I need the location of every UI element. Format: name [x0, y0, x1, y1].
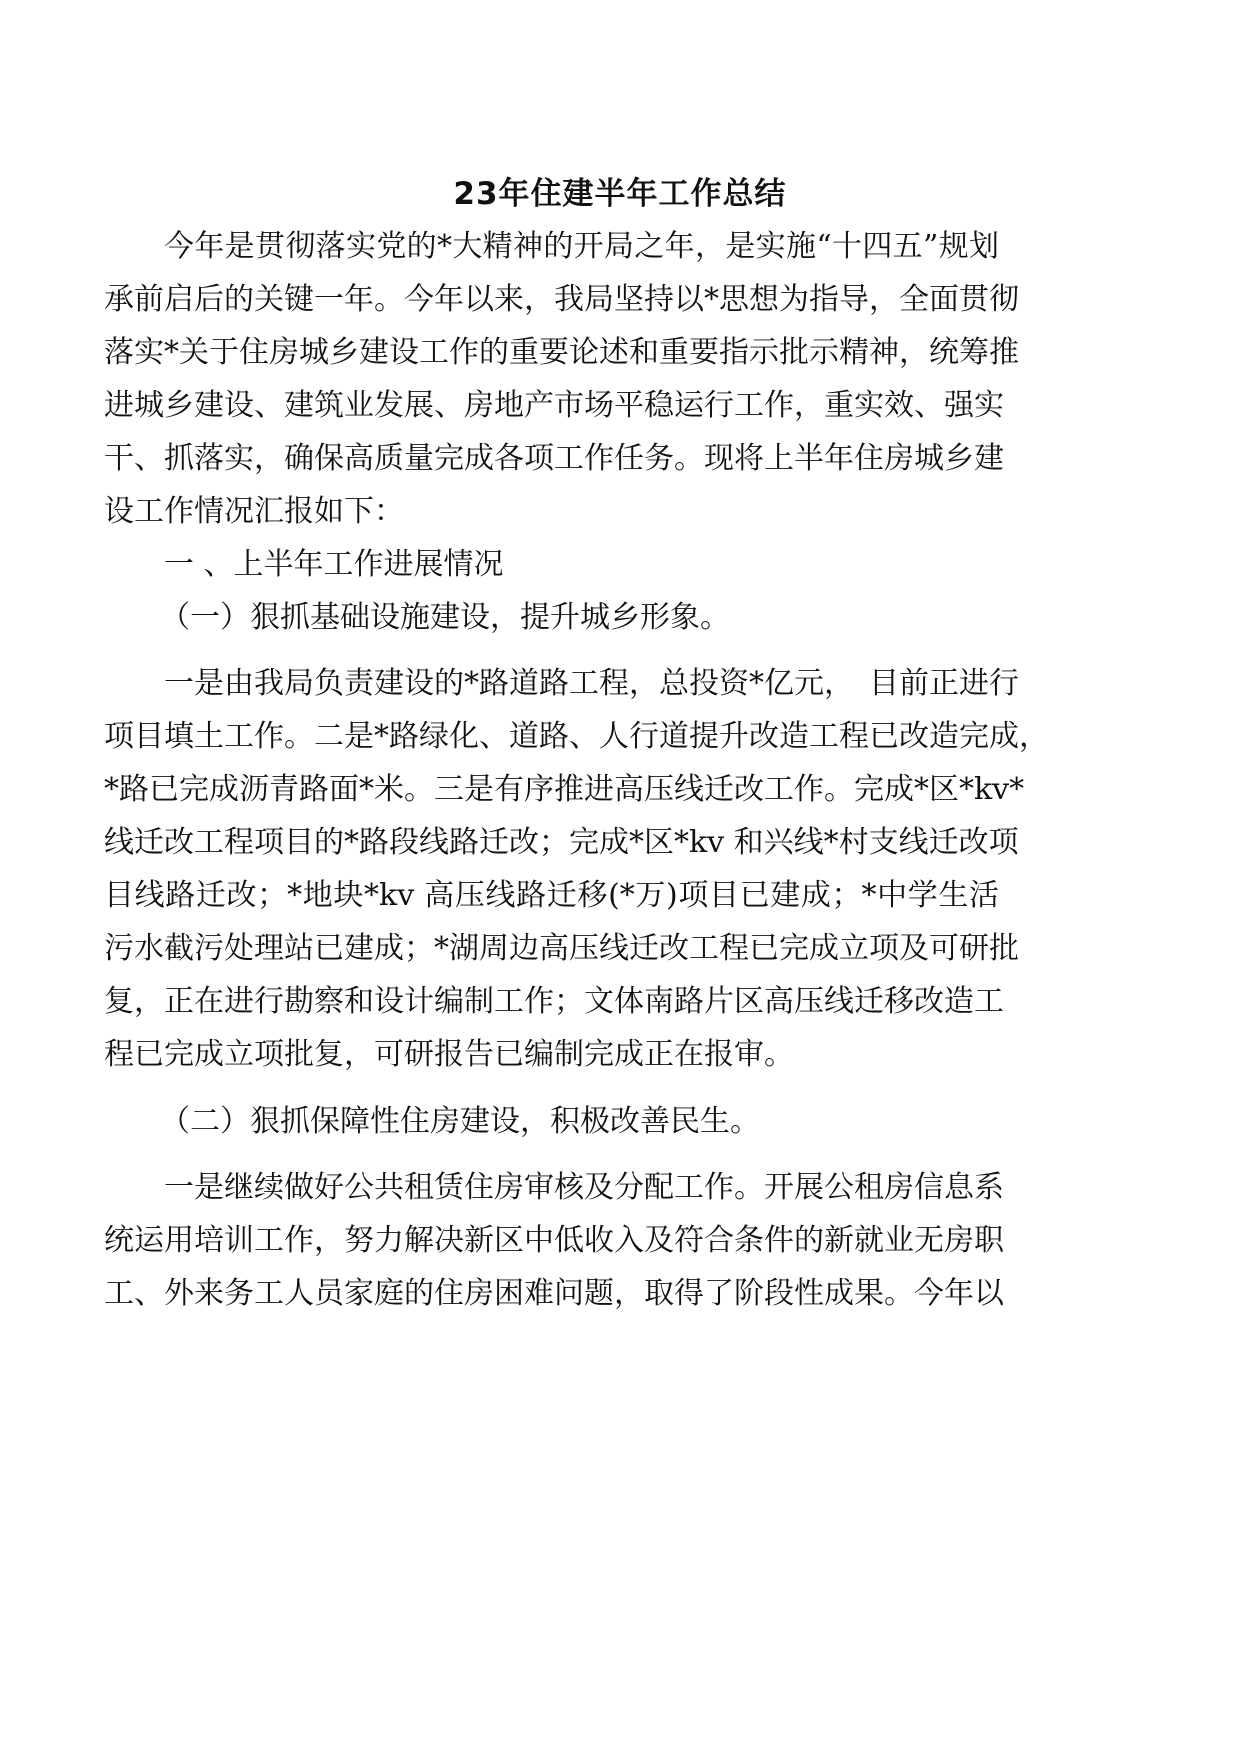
body-line: 目线路迁改；*地块*kv 高压线路迁移(*万)项目已建成；*中学生活 [104, 878, 999, 913]
body-line: 一是由我局负责建设的*路道路工程，总投资*亿元， 目前正进行 [164, 666, 1019, 701]
document-title: 23年住建半年工作总结 [453, 176, 787, 212]
intro-line: 进城乡建设、建筑业发展、房地产市场平稳运行工作，重实效、强实 [104, 388, 1004, 423]
body-line: 程已完成立项批复，可研报告已编制完成正在报审。 [104, 1037, 794, 1072]
intro-line: 今年是贯彻落实党的*大精神的开局之年，是实施“十四五”规划 [164, 229, 999, 264]
intro-line: 干、抓落实，确保高质量完成各项工作任务。现将上半年住房城乡建 [104, 441, 1004, 476]
body-line: 项目填土工作。二是*路绿化、道路、人行道提升改造工程已改造完成， [104, 719, 1049, 754]
intro-line: 设工作情况汇报如下： [104, 494, 404, 529]
subsection-heading: （一）狠抓基础设施建设，提升城乡形象。 [160, 600, 730, 635]
subsection-heading: （二）狠抓保障性住房建设，积极改善民生。 [160, 1104, 760, 1139]
body-line: 复，正在进行勘察和设计编制工作；文体南路片区高压线迁移改造工 [104, 984, 1004, 1019]
intro-line: 承前启后的关键一年。今年以来，我局坚持以*思想为指导，全面贯彻 [104, 282, 1019, 317]
intro-line: 落实*关于住房城乡建设工作的重要论述和重要指示批示精神，统筹推 [104, 335, 1019, 370]
body-line: 线迁改工程项目的*路段线路迁改；完成*区*kv 和兴线*村支线迁改项 [104, 825, 1019, 860]
body-line: 一是继续做好公共租赁住房审核及分配工作。开展公租房信息系 [164, 1170, 1004, 1205]
body-line: *路已完成沥青路面*米。三是有序推进高压线迁改工作。完成*区*kv* [104, 772, 1025, 807]
body-line: 污水截污处理站已建成；*湖周边高压线迁改工程已完成立项及可研批 [104, 931, 1019, 966]
body-line: 工、外来务工人员家庭的住房困难问题，取得了阶段性成果。今年以 [104, 1276, 1004, 1311]
body-line: 统运用培训工作，努力解决新区中低收入及符合条件的新就业无房职 [104, 1223, 1004, 1258]
section-heading: 一 、上半年工作进展情况 [164, 547, 504, 582]
